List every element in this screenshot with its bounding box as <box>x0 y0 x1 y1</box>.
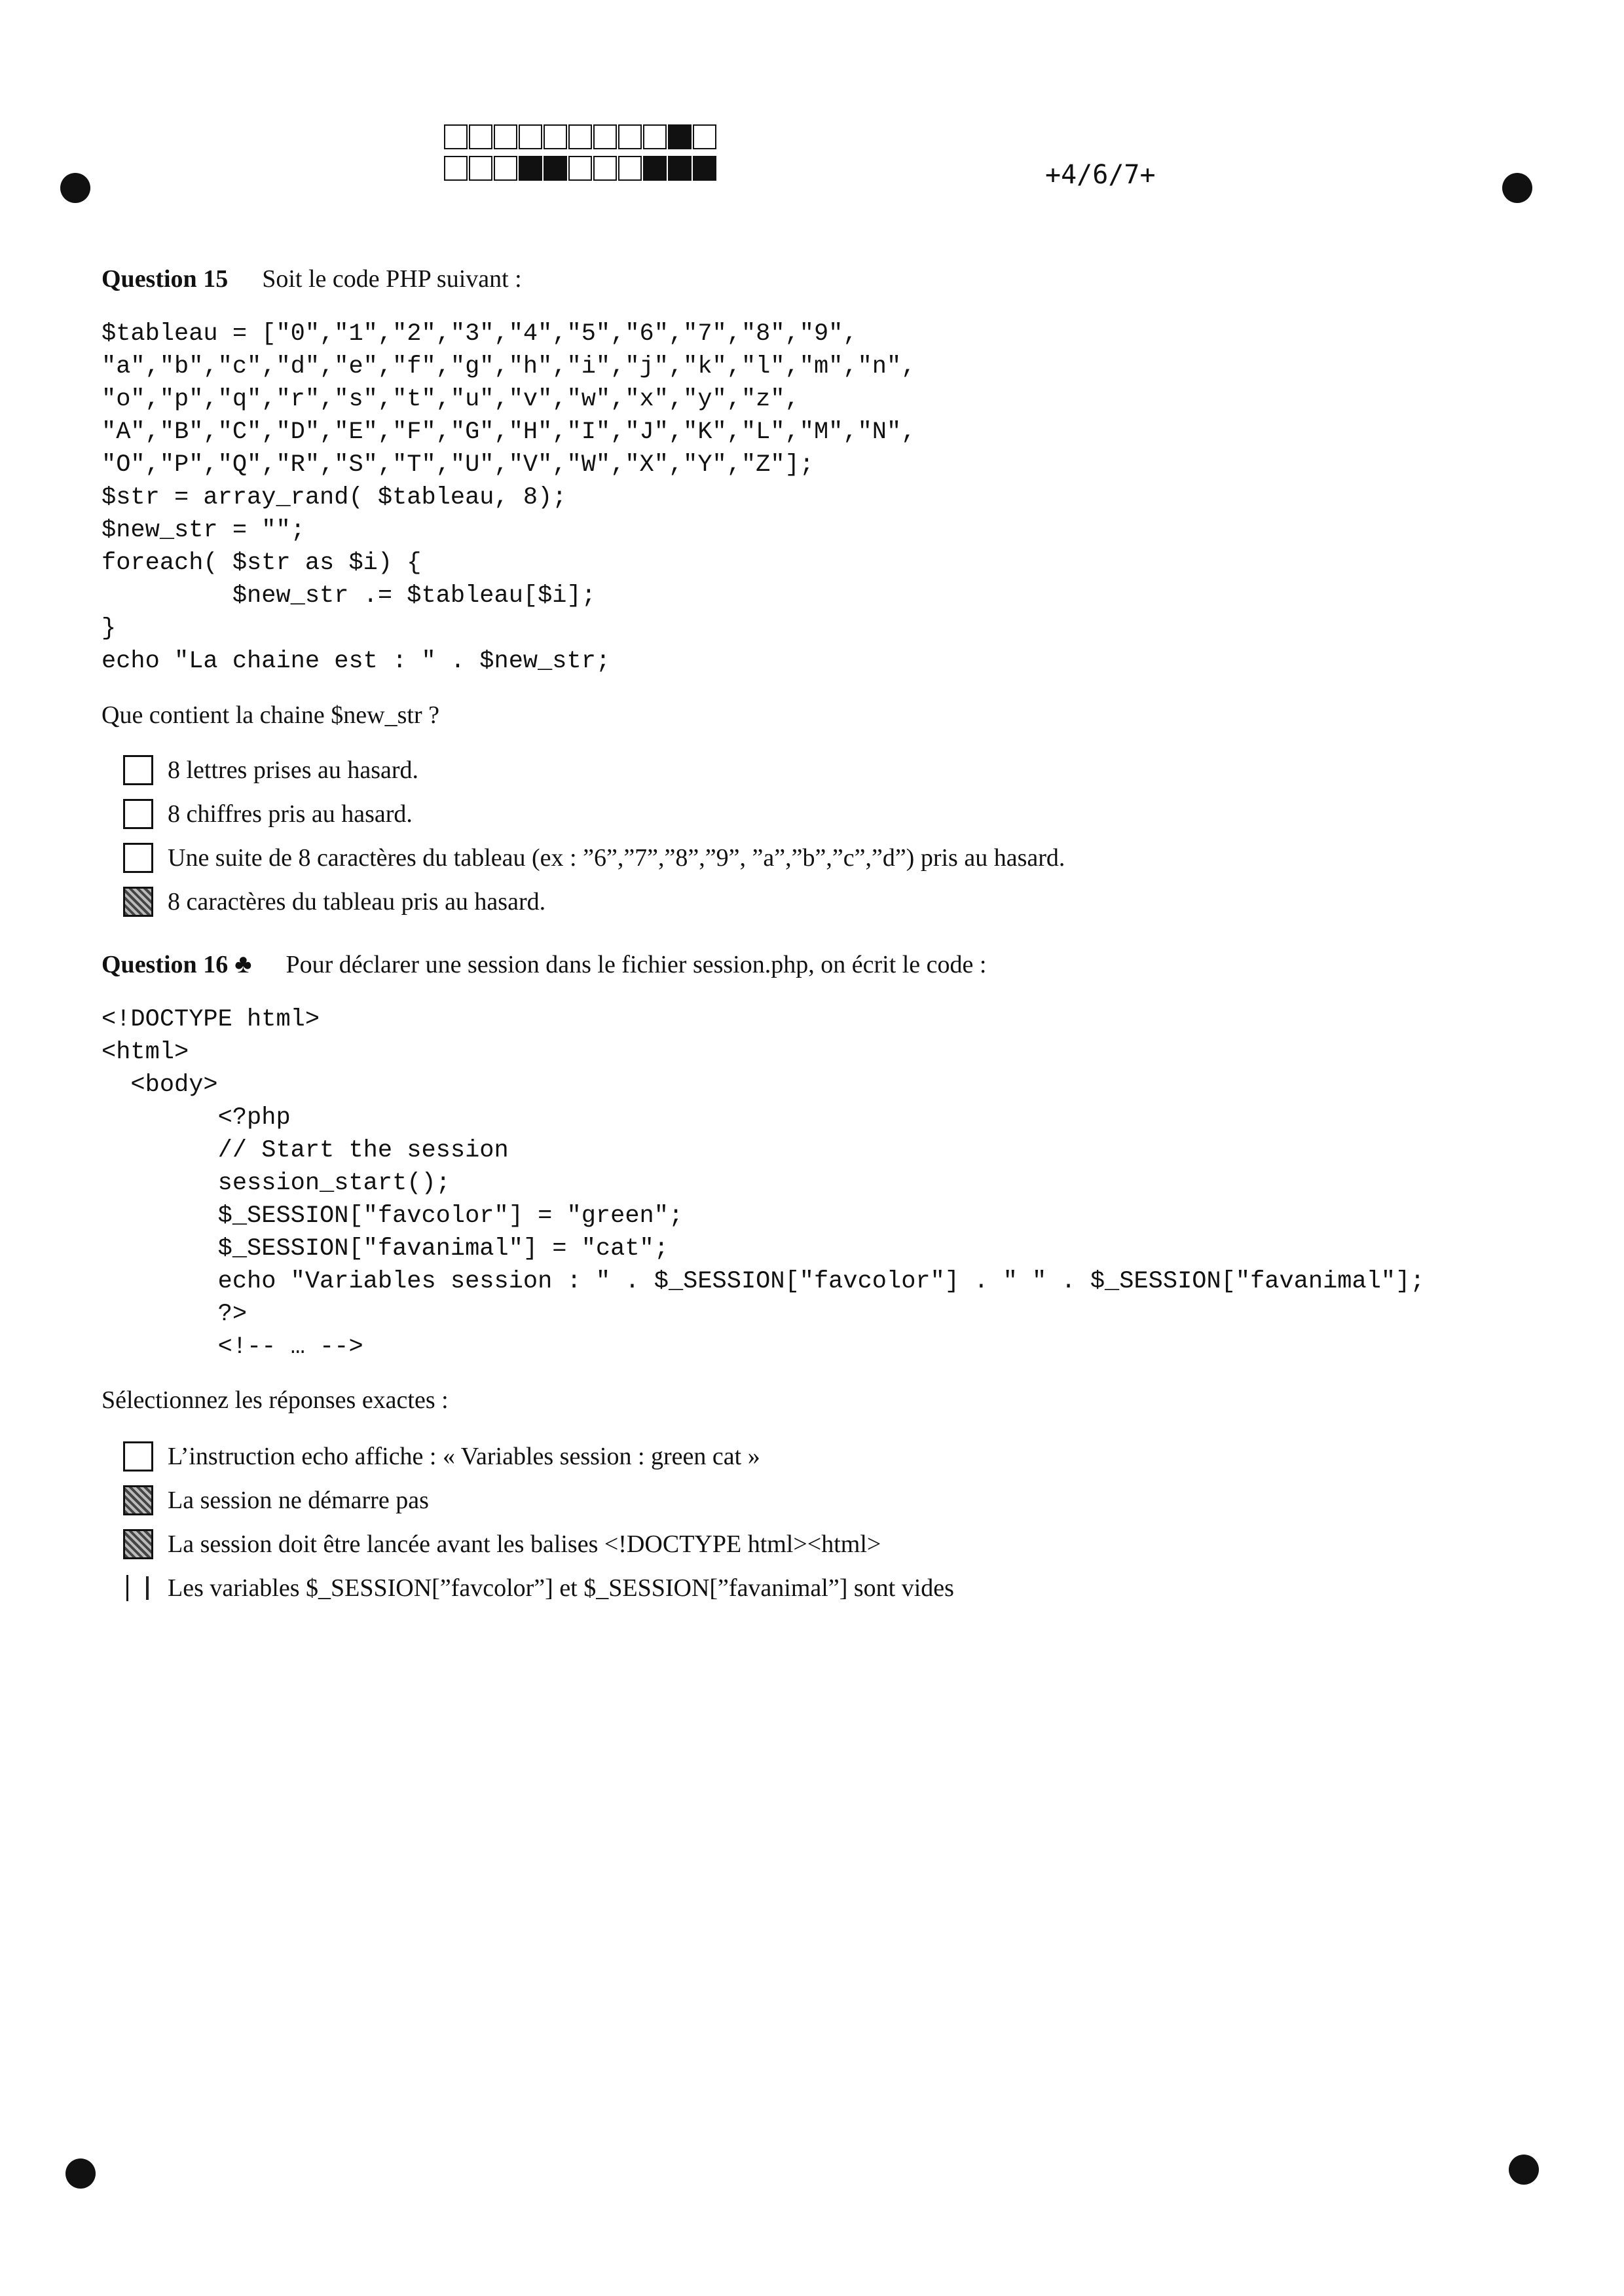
barcode-cell <box>494 124 517 149</box>
barcode-row-2 <box>444 156 760 183</box>
checkbox[interactable] <box>123 843 153 873</box>
barcode-cell <box>693 124 716 149</box>
answer-label: L’instruction echo affiche : « Variables session : green cat » <box>168 1442 760 1470</box>
barcode-cell <box>668 124 692 149</box>
answer-label: Une suite de 8 caractères du tableau (ex : ”6”,”7”,”8”,”9”, ”a”,”b”,”c”,”d”) pris au hasard. <box>168 843 1065 872</box>
answer-option <box>123 1434 954 1478</box>
answer-option <box>123 1522 954 1566</box>
question-16-code: <!DOCTYPE html> <html> <body> <?php // Start the session session_start(); $_SESSION["favcolor"] = "green"; $_SESSION["favanimal"] = "cat"; echo "Variables session : " . $_SESSION["favcolor"] . " " . $_SESSION["favanimal"]; ?> <!-- … --> <box>101 1006 1425 1361</box>
question-15-code: $tableau = ["0","1","2","3","4","5","6","7","8","9", "a","b","c","d","e","f","g","h","i","j","k","l","m","n", "o","p","q","r","s","t","u","v","w","x","y","z", "A","B","C","D","E","F","G","H","I","J","K","L","M","N", "O","P","Q","R","S","T","U","V","W","X","Y","Z"]; $str = array_rand( $tableau, 8); $new_str = ""; foreach( $str as $i) { $new_str .= $tableau[$i]; } echo "La chaine est : " . $new_str; <box>101 320 916 675</box>
checkbox[interactable] <box>123 1441 153 1472</box>
corner-dot-top-right <box>1502 173 1532 203</box>
barcode-cell <box>568 124 592 149</box>
checkbox[interactable] <box>123 755 153 785</box>
barcode-cell <box>469 124 492 149</box>
question-15-intro: Soit le code PHP suivant : <box>262 265 522 293</box>
barcode-cell <box>593 124 617 149</box>
checkbox[interactable] <box>123 799 153 829</box>
answer-label: La session ne démarre pas <box>168 1486 429 1514</box>
barcode-cell <box>519 124 542 149</box>
barcode-cell <box>494 156 517 181</box>
barcode-cell <box>593 156 617 181</box>
question-16-intro: Pour déclarer une session dans le fichier session.php, on écrit le code : <box>286 951 987 978</box>
answer-label: La session doit être lancée avant les balises <!DOCTYPE html><html> <box>168 1530 881 1558</box>
barcode-cell <box>618 124 642 149</box>
barcode-cell <box>568 156 592 181</box>
page-identifier: +4/6/7+ <box>1045 160 1156 190</box>
answer-option <box>123 880 1065 923</box>
question-16-header <box>101 948 986 979</box>
corner-dot-bottom-left <box>65 2158 96 2189</box>
barcode-cell <box>618 156 642 181</box>
answer-label: 8 lettres prises au hasard. <box>168 756 419 784</box>
question-15-header <box>101 265 522 293</box>
barcode-cell <box>469 156 492 181</box>
answer-option <box>123 748 1065 792</box>
question-16-title-text: Question 16 <box>101 951 229 978</box>
checkbox[interactable] <box>123 1529 153 1559</box>
barcode-cell <box>643 124 667 149</box>
question-15-prompt: Que contient la chaine $new_str ? <box>101 701 439 729</box>
checkbox[interactable] <box>123 887 153 917</box>
corner-dot-top-left <box>60 173 90 203</box>
barcode-cell <box>544 124 567 149</box>
answer-label: Les variables $_SESSION[”favcolor”] et $_SESSION[”favanimal”] sont vides <box>168 1574 954 1602</box>
barcode-cell <box>444 124 468 149</box>
barcode-cell <box>544 156 567 181</box>
question-15-title: Question 15 <box>101 265 229 293</box>
answer-option <box>123 792 1065 836</box>
barcode-cell <box>693 156 716 181</box>
question-16-title <box>101 948 251 979</box>
barcode-cell <box>444 156 468 181</box>
answer-option <box>123 1566 954 1610</box>
answer-label: 8 chiffres pris au hasard. <box>168 800 413 828</box>
club-icon: ♣ <box>234 949 252 978</box>
answer-option <box>123 1478 954 1522</box>
barcode-cell <box>643 156 667 181</box>
checkbox[interactable] <box>123 1573 153 1603</box>
barcode-cell <box>519 156 542 181</box>
corner-dot-bottom-right <box>1509 2155 1539 2185</box>
page-barcode <box>444 124 760 187</box>
question-16-prompt: Sélectionnez les réponses exactes : <box>101 1386 449 1414</box>
answer-label: 8 caractères du tableau pris au hasard. <box>168 887 546 916</box>
answer-option <box>123 836 1065 880</box>
barcode-cell <box>668 156 692 181</box>
question-15-answers <box>123 748 1065 923</box>
question-16-answers <box>123 1434 954 1610</box>
checkbox[interactable] <box>123 1485 153 1515</box>
barcode-row-1 <box>444 124 760 152</box>
